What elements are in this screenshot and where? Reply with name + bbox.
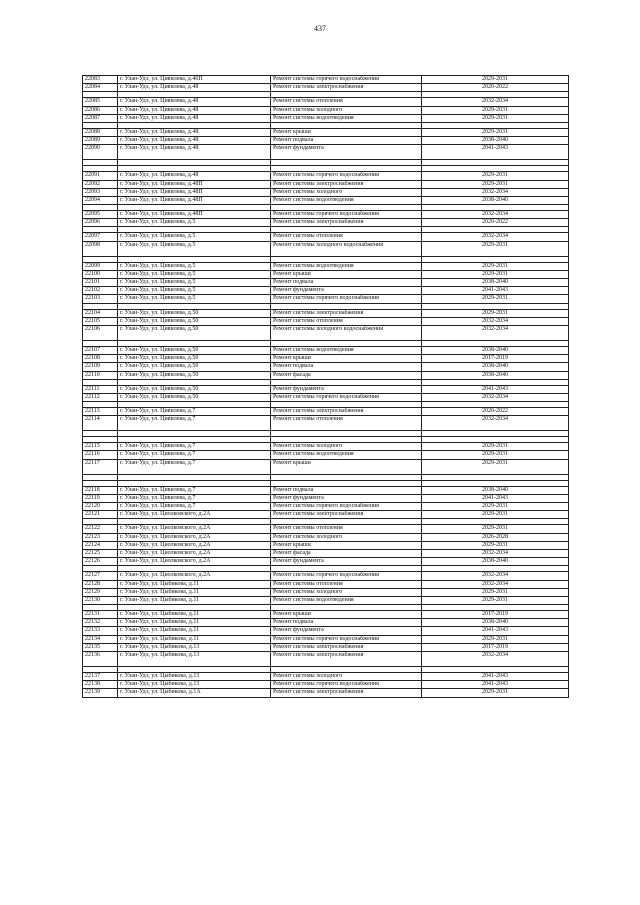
work-type-cell: Ремонт крыши — [271, 355, 422, 363]
record-number-cell: 22095 — [83, 211, 118, 219]
work-type-cell: Ремонт подвала — [271, 279, 422, 287]
period-cell: 2038-2040 — [422, 363, 569, 371]
address-cell: г. Улан-Удэ, ул. Цивилева, д.7 — [118, 416, 271, 431]
work-type-cell: Ремонт системы электроснабжения — [271, 309, 422, 317]
table-row — [83, 137, 569, 145]
work-type-cell: Ремонт системы электроснабжения — [271, 689, 422, 697]
work-type-cell: Ремонт системы холодного — [271, 188, 422, 196]
period-cell: 2020-2022 — [422, 219, 569, 227]
period-cell: 2029-2031 — [422, 309, 569, 317]
table-row — [83, 385, 569, 393]
work-type-cell: Ремонт системы горячего водоснабжения — [271, 681, 422, 689]
table-row — [83, 98, 569, 106]
table-row — [83, 196, 569, 204]
table-row — [83, 525, 569, 533]
address-cell: г. Улан-Удэ, ул. Цивилева, д.5 — [118, 270, 271, 278]
address-cell: г. Улан-Удэ, ул. Цивилева, д.5 — [118, 241, 271, 256]
address-cell: г. Улан-Удэ, ул. Цивилева, д.50 — [118, 363, 271, 371]
table-row — [83, 596, 569, 604]
work-type-cell: Ремонт крыши — [271, 270, 422, 278]
address-cell: г. Улан-Удэ, ул. Цивилева, д.7 — [118, 486, 271, 494]
work-type-cell: Ремонт системы горячего водоснабжения — [271, 572, 422, 580]
record-number-cell: 22138 — [83, 681, 118, 689]
address-cell: г. Улан-Удэ, ул. Цивилева, д.50 — [118, 371, 271, 379]
address-cell: г. Улан-Удэ, ул. Цивилева, д.5 — [118, 262, 271, 270]
record-number-cell: 22101 — [83, 279, 118, 287]
period-cell: 2017-2019 — [422, 611, 569, 619]
table-row — [83, 346, 569, 354]
period-cell: 2029-2031 — [422, 588, 569, 596]
period-cell: 2029-2031 — [422, 106, 569, 114]
address-cell: г. Улан-Удэ, ул. Цыбикова, д.11 — [118, 580, 271, 588]
period-cell: 2038-2040 — [422, 196, 569, 204]
work-type-cell: Ремонт системы холодного водоснабжения — [271, 325, 422, 340]
address-cell: г. Улан-Удэ, ул. Цивилева, д.48 — [118, 128, 271, 136]
record-number-cell: 22121 — [83, 511, 118, 519]
table-row — [83, 233, 569, 241]
period-cell: 2029-2031 — [422, 76, 569, 84]
record-number-cell: 22117 — [83, 459, 118, 474]
address-cell: г. Улан-Удэ, ул. Цивилева, д.5 — [118, 219, 271, 227]
table-row — [83, 643, 569, 651]
work-type-cell: Ремонт системы горячего водоснабжения — [271, 211, 422, 219]
period-cell: 2032-2034 — [422, 393, 569, 401]
work-type-cell: Ремонт фундамента — [271, 287, 422, 295]
record-number-cell: 22114 — [83, 416, 118, 431]
page-number: 437 — [314, 24, 326, 33]
record-number-cell: 22102 — [83, 287, 118, 295]
work-type-cell: Ремонт системы водоотведения — [271, 196, 422, 204]
table-row — [83, 287, 569, 295]
address-cell: г. Улан-Удэ, ул. Цивилева, д.48 — [118, 137, 271, 145]
table-row — [83, 114, 569, 122]
table-row — [83, 588, 569, 596]
address-cell: г. Улан-Удэ, ул. Цивилева, д.5 — [118, 287, 271, 295]
address-cell: г. Улан-Удэ, ул. Цыбикова, д.11 — [118, 611, 271, 619]
period-cell: 2029-2031 — [422, 180, 569, 188]
work-type-cell: Ремонт системы водоотведения — [271, 114, 422, 122]
record-number-cell: 22088 — [83, 128, 118, 136]
work-type-cell: Ремонт крыши — [271, 459, 422, 474]
record-number-cell: 22089 — [83, 137, 118, 145]
period-cell: 2038-2040 — [422, 137, 569, 145]
table-row — [83, 511, 569, 519]
work-type-cell: Ремонт фундамента — [271, 627, 422, 635]
record-number-cell: 22120 — [83, 503, 118, 511]
work-type-cell: Ремонт системы холодного — [271, 673, 422, 681]
record-number-cell: 22092 — [83, 180, 118, 188]
table-row — [83, 652, 569, 667]
period-cell: 2041-2043 — [422, 627, 569, 635]
table-row — [83, 611, 569, 619]
period-cell: 2041-2043 — [422, 681, 569, 689]
table-row — [83, 279, 569, 287]
table-row — [83, 494, 569, 502]
work-type-cell: Ремонт системы холодного — [271, 106, 422, 114]
period-cell: 2029-2031 — [422, 295, 569, 303]
work-type-cell: Ремонт системы отопления — [271, 525, 422, 533]
period-cell: 2038-2040 — [422, 371, 569, 379]
address-cell: г. Улан-Удэ, ул. Цивилева, д.7 — [118, 494, 271, 502]
table-row — [83, 443, 569, 451]
period-cell: 2038-2040 — [422, 619, 569, 627]
table-row — [83, 295, 569, 303]
record-number-cell: 22123 — [83, 533, 118, 541]
record-number-cell: 22111 — [83, 385, 118, 393]
record-number-cell: 22137 — [83, 673, 118, 681]
work-type-cell: Ремонт системы электроснабжения — [271, 408, 422, 416]
work-type-cell: Ремонт подвала — [271, 619, 422, 627]
period-cell: 2029-2031 — [422, 525, 569, 533]
table-row — [83, 572, 569, 580]
address-cell: г. Улан-Удэ, ул. Цивилева, д.50 — [118, 346, 271, 354]
table-row — [83, 459, 569, 474]
address-cell: г. Улан-Удэ, ул. Циолковского, д.2А — [118, 511, 271, 519]
table-row — [83, 635, 569, 643]
record-number-cell: 22100 — [83, 270, 118, 278]
record-number-cell: 22128 — [83, 580, 118, 588]
address-cell: г. Улан-Удэ, ул. Цивилева, д.48 — [118, 98, 271, 106]
period-cell: 2029-2031 — [422, 541, 569, 549]
period-cell: 2020-2022 — [422, 84, 569, 92]
address-cell: г. Улан-Удэ, ул. Цивилева, д.50 — [118, 309, 271, 317]
table-row — [83, 262, 569, 270]
period-cell: 2032-2034 — [422, 580, 569, 588]
record-number-cell: 22112 — [83, 393, 118, 401]
table-row — [83, 619, 569, 627]
record-number-cell: 22135 — [83, 643, 118, 651]
work-type-cell: Ремонт системы отопления — [271, 317, 422, 325]
period-cell: 2041-2043 — [422, 287, 569, 295]
record-number-cell: 22133 — [83, 627, 118, 635]
table-body — [83, 76, 569, 698]
work-type-cell: Ремонт системы водоотведения — [271, 451, 422, 459]
address-cell: г. Улан-Удэ, ул. Цивилева, д.48 — [118, 172, 271, 180]
address-cell: г. Улан-Удэ, ул. Цивилева, д.48П — [118, 180, 271, 188]
work-type-cell: Ремонт подвала — [271, 363, 422, 371]
period-cell: 2029-2031 — [422, 114, 569, 122]
period-cell: 2032-2034 — [422, 211, 569, 219]
period-cell: 2038-2040 — [422, 486, 569, 494]
work-type-cell: Ремонт системы горячего водоснабжения — [271, 503, 422, 511]
record-number-cell: 22124 — [83, 541, 118, 549]
period-cell: 2038-2040 — [422, 279, 569, 287]
record-number-cell: 22113 — [83, 408, 118, 416]
record-number-cell: 22109 — [83, 363, 118, 371]
address-cell: г. Улан-Удэ, ул. Цыбикова, д.13 — [118, 652, 271, 667]
record-number-cell: 22122 — [83, 525, 118, 533]
record-number-cell: 22126 — [83, 558, 118, 566]
address-cell: г. Улан-Удэ, ул. Цыбикова, д.13 — [118, 681, 271, 689]
work-type-cell: Ремонт системы холодного — [271, 533, 422, 541]
record-number-cell: 22091 — [83, 172, 118, 180]
period-cell: 2029-2031 — [422, 503, 569, 511]
period-cell: 2017-2019 — [422, 643, 569, 651]
record-number-cell: 22093 — [83, 188, 118, 196]
address-cell: г. Улан-Удэ, ул. Цивилева, д.48П — [118, 196, 271, 204]
period-cell: 2020-2022 — [422, 408, 569, 416]
table-row — [83, 393, 569, 401]
table-row — [83, 309, 569, 317]
work-type-cell: Ремонт крыши — [271, 541, 422, 549]
record-number-cell: 22087 — [83, 114, 118, 122]
table-row — [83, 128, 569, 136]
period-cell: 2032-2034 — [422, 98, 569, 106]
period-cell: 2029-2031 — [422, 689, 569, 697]
period-cell: 2038-2040 — [422, 558, 569, 566]
address-cell: г. Улан-Удэ, ул. Циолковского, д.2А — [118, 541, 271, 549]
address-cell: г. Улан-Удэ, ул. Циолковского, д.2А — [118, 525, 271, 533]
record-number-cell: 22132 — [83, 619, 118, 627]
work-type-cell: Ремонт системы водоотведения — [271, 262, 422, 270]
period-cell: 2041-2043 — [422, 494, 569, 502]
work-type-cell: Ремонт системы горячего водоснабжения — [271, 393, 422, 401]
address-cell: г. Улан-Удэ, ул. Цивилева, д.48 — [118, 145, 271, 160]
table-row — [83, 541, 569, 549]
table-row — [83, 486, 569, 494]
period-cell: 2032-2034 — [422, 549, 569, 557]
record-number-cell: 22090 — [83, 145, 118, 160]
period-cell: 2029-2031 — [422, 262, 569, 270]
table-row — [83, 689, 569, 697]
period-cell: 2032-2034 — [422, 317, 569, 325]
table-row — [83, 180, 569, 188]
table-row — [83, 451, 569, 459]
period-cell: 2032-2034 — [422, 572, 569, 580]
table-row — [83, 416, 569, 431]
work-type-cell: Ремонт системы электроснабжения — [271, 652, 422, 667]
table-row — [83, 241, 569, 256]
address-cell: г. Улан-Удэ, ул. Цивилева, д.50 — [118, 317, 271, 325]
work-type-cell: Ремонт фундамента — [271, 494, 422, 502]
table-row — [83, 317, 569, 325]
address-cell: г. Улан-Удэ, ул. Цивилева, д.50 — [118, 355, 271, 363]
table-row — [83, 211, 569, 219]
work-type-cell: Ремонт системы водоотведения — [271, 596, 422, 604]
work-type-cell: Ремонт системы холодного — [271, 443, 422, 451]
address-cell: г. Улан-Удэ, ул. Цыбикова, д.11 — [118, 619, 271, 627]
address-cell: г. Улан-Удэ, ул. Цивилева, д.50 — [118, 325, 271, 340]
work-type-cell: Ремонт подвала — [271, 137, 422, 145]
work-type-cell: Ремонт фасада — [271, 371, 422, 379]
period-cell: 2029-2031 — [422, 635, 569, 643]
address-cell: г. Улан-Удэ, ул. Цивилева, д.5 — [118, 233, 271, 241]
table-row — [83, 270, 569, 278]
work-type-cell: Ремонт подвала — [271, 486, 422, 494]
address-cell: г. Улан-Удэ, ул. Цивилева, д.48П — [118, 188, 271, 196]
period-cell: 2032-2034 — [422, 652, 569, 667]
period-cell: 2029-2031 — [422, 459, 569, 474]
address-cell: г. Улан-Удэ, ул. Цивилева, д.50 — [118, 393, 271, 401]
address-cell: г. Улан-Удэ, ул. Циолковского, д.2А — [118, 549, 271, 557]
period-cell: 2032-2034 — [422, 325, 569, 340]
address-cell: г. Улан-Удэ, ул. Циолковского, д.2А — [118, 572, 271, 580]
period-cell: 2038-2040 — [422, 346, 569, 354]
work-type-cell: Ремонт системы отопления — [271, 416, 422, 431]
record-number-cell: 22129 — [83, 588, 118, 596]
work-type-cell: Ремонт системы электроснабжения — [271, 219, 422, 227]
address-cell: г. Улан-Удэ, ул. Цыбикова, д.13 — [118, 643, 271, 651]
work-type-cell: Ремонт системы горячего водоснабжения — [271, 172, 422, 180]
record-number-cell: 22115 — [83, 443, 118, 451]
period-cell: 2029-2031 — [422, 443, 569, 451]
period-cell: 2029-2031 — [422, 128, 569, 136]
record-number-cell: 22131 — [83, 611, 118, 619]
address-cell: г. Улан-Удэ, ул. Цыбикова, д.13 — [118, 673, 271, 681]
record-number-cell: 22130 — [83, 596, 118, 604]
period-cell: 2032-2034 — [422, 188, 569, 196]
period-cell: 2026-2028 — [422, 533, 569, 541]
record-number-cell: 22108 — [83, 355, 118, 363]
work-type-cell: Ремонт системы горячего водоснабжения — [271, 635, 422, 643]
record-number-cell: 22139 — [83, 689, 118, 697]
table-row — [83, 371, 569, 379]
record-number-cell: 22083 — [83, 76, 118, 84]
address-cell: г. Улан-Удэ, ул. Цивилева, д.7 — [118, 451, 271, 459]
address-cell: г. Улан-Удэ, ул. Цивилева, д.7 — [118, 503, 271, 511]
address-cell: г. Улан-Удэ, ул. Цивилева, д.48 — [118, 84, 271, 92]
work-type-cell: Ремонт системы электроснабжения — [271, 180, 422, 188]
table-row — [83, 219, 569, 227]
address-cell: г. Улан-Удэ, ул. Цыбикова, д.11 — [118, 635, 271, 643]
repair-schedule-table — [82, 75, 569, 698]
record-number-cell: 22096 — [83, 219, 118, 227]
record-number-cell: 22134 — [83, 635, 118, 643]
period-cell: 2041-2043 — [422, 385, 569, 393]
table-row — [83, 627, 569, 635]
record-number-cell: 22107 — [83, 346, 118, 354]
record-number-cell: 22086 — [83, 106, 118, 114]
work-type-cell: Ремонт системы отопления — [271, 98, 422, 106]
work-type-cell: Ремонт системы горячего водоснабжения — [271, 295, 422, 303]
work-type-cell: Ремонт фасада — [271, 549, 422, 557]
address-cell: г. Улан-Удэ, ул. Циолковского, д.2А — [118, 558, 271, 566]
period-cell: 2029-2031 — [422, 172, 569, 180]
table-row — [83, 580, 569, 588]
period-cell: 2029-2031 — [422, 270, 569, 278]
record-number-cell: 22085 — [83, 98, 118, 106]
address-cell: г. Улан-Удэ, ул. Цивилева, д.7 — [118, 408, 271, 416]
record-number-cell: 22110 — [83, 371, 118, 379]
record-number-cell: 22099 — [83, 262, 118, 270]
record-number-cell: 22094 — [83, 196, 118, 204]
work-type-cell: Ремонт крыши — [271, 128, 422, 136]
table-row — [83, 549, 569, 557]
address-cell: г. Улан-Удэ, ул. Цыбикова, д.11 — [118, 596, 271, 604]
record-number-cell: 22119 — [83, 494, 118, 502]
work-type-cell: Ремонт системы холодного — [271, 588, 422, 596]
period-cell: 2017-2019 — [422, 355, 569, 363]
record-number-cell: 22125 — [83, 549, 118, 557]
work-type-cell: Ремонт системы отопления — [271, 233, 422, 241]
work-type-cell: Ремонт крыши — [271, 611, 422, 619]
work-type-cell: Ремонт системы электроснабжения — [271, 84, 422, 92]
address-cell: г. Улан-Удэ, ул. Цивилева, д.5 — [118, 295, 271, 303]
table-row — [83, 325, 569, 340]
period-cell: 2029-2031 — [422, 511, 569, 519]
table-row — [83, 363, 569, 371]
table-row — [83, 533, 569, 541]
work-type-cell: Ремонт системы электроснабжения — [271, 511, 422, 519]
period-cell: 2029-2031 — [422, 241, 569, 256]
work-type-cell: Ремонт фундамента — [271, 145, 422, 160]
work-type-cell: Ремонт системы водоотведения — [271, 346, 422, 354]
record-number-cell: 22103 — [83, 295, 118, 303]
table-row — [83, 172, 569, 180]
address-cell: г. Улан-Удэ, ул. Цивилева, д.7 — [118, 459, 271, 474]
work-type-cell: Ремонт системы холодного водоснабжения — [271, 241, 422, 256]
work-type-cell: Ремонт системы горячего водоснабжения — [271, 76, 422, 84]
table-row — [83, 681, 569, 689]
record-number-cell: 22084 — [83, 84, 118, 92]
record-number-cell: 22118 — [83, 486, 118, 494]
address-cell: г. Улан-Удэ, ул. Цивилева, д.5 — [118, 279, 271, 287]
table-row — [83, 145, 569, 160]
work-type-cell: Ремонт фундамента — [271, 558, 422, 566]
address-cell: г. Улан-Удэ, ул. Цыбикова, д.11 — [118, 588, 271, 596]
period-cell: 2032-2034 — [422, 233, 569, 241]
table-row — [83, 106, 569, 114]
table-row — [83, 558, 569, 566]
address-cell: г. Улан-Удэ, ул. Цивилева, д.50 — [118, 385, 271, 393]
record-number-cell: 22105 — [83, 317, 118, 325]
address-cell: г. Улан-Удэ, ул. Цивилева, д.48П — [118, 211, 271, 219]
record-number-cell: 22116 — [83, 451, 118, 459]
address-cell: г. Улан-Удэ, ул. Цыбикова, д.11 — [118, 627, 271, 635]
period-cell: 2032-2034 — [422, 416, 569, 431]
address-cell: г. Улан-Удэ, ул. Цивилева, д.7 — [118, 443, 271, 451]
table-row — [83, 188, 569, 196]
record-number-cell: 22106 — [83, 325, 118, 340]
address-cell: г. Улан-Удэ, ул. Цивилева, д.48 — [118, 114, 271, 122]
table-row — [83, 408, 569, 416]
period-cell: 2041-2043 — [422, 145, 569, 160]
record-number-cell: 22127 — [83, 572, 118, 580]
record-number-cell: 22098 — [83, 241, 118, 256]
work-type-cell: Ремонт системы электроснабжения — [271, 643, 422, 651]
table-row — [83, 673, 569, 681]
address-cell: г. Улан-Удэ, ул. Цивилева, д.48 — [118, 106, 271, 114]
address-cell: г. Улан-Удэ, ул. Цивилева, д.46П — [118, 76, 271, 84]
address-cell: г. Улан-Удэ, ул. Циолковского, д.2А — [118, 533, 271, 541]
address-cell: г. Улан-Удэ, ул. Цыбикова, д.1А — [118, 689, 271, 697]
record-number-cell: 22104 — [83, 309, 118, 317]
work-type-cell: Ремонт системы отопления — [271, 580, 422, 588]
table-row — [83, 76, 569, 84]
table-row — [83, 355, 569, 363]
table-row — [83, 84, 569, 92]
record-number-cell: 22136 — [83, 652, 118, 667]
period-cell: 2029-2031 — [422, 596, 569, 604]
period-cell: 2029-2031 — [422, 451, 569, 459]
work-type-cell: Ремонт фундамента — [271, 385, 422, 393]
record-number-cell: 22097 — [83, 233, 118, 241]
table-row — [83, 503, 569, 511]
period-cell: 2041-2043 — [422, 673, 569, 681]
